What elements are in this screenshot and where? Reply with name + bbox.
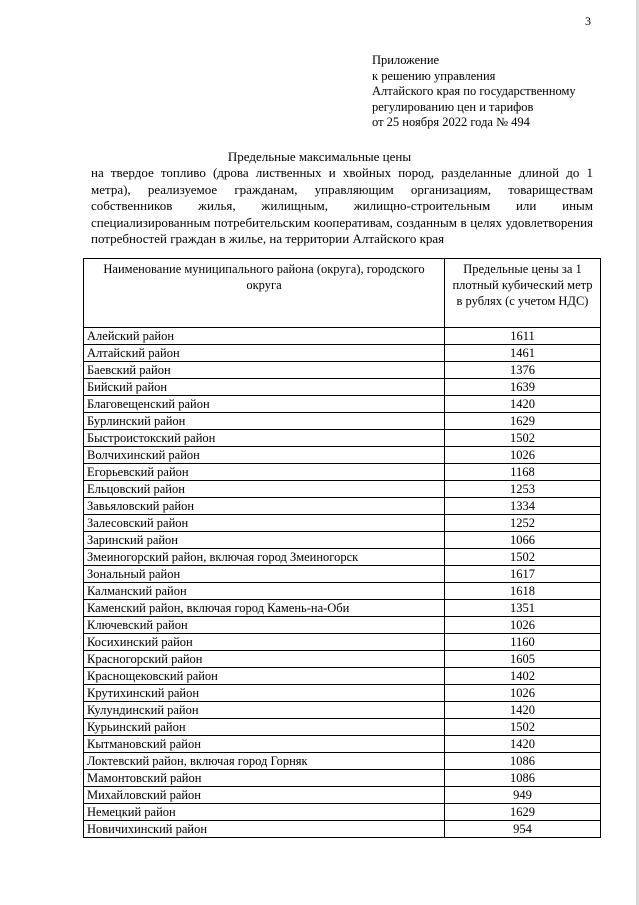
- table-row: [84, 464, 601, 481]
- price-cell: 1376: [445, 362, 601, 379]
- price-cell: 1026: [445, 447, 601, 464]
- district-name-cell: Красногорский район: [84, 651, 445, 668]
- district-name-cell: Локтевский район, включая город Горняк: [84, 753, 445, 770]
- table-row: [84, 515, 601, 532]
- appendix-line: регулированию цен и тарифов: [372, 99, 534, 114]
- table-row: [84, 481, 601, 498]
- column-header-district: Наименование муниципального района (округа), городского округа: [84, 259, 445, 328]
- price-cell: 954: [445, 821, 601, 838]
- table-header-row: [84, 259, 601, 328]
- price-cell: 1252: [445, 515, 601, 532]
- district-name-cell: Косихинский район: [84, 634, 445, 651]
- district-name-cell: Курьинский район: [84, 719, 445, 736]
- district-name-cell: Заринский район: [84, 532, 445, 549]
- price-cell: 949: [445, 787, 601, 804]
- district-name-cell: Краснощековский район: [84, 668, 445, 685]
- district-name-cell: Бурлинский район: [84, 413, 445, 430]
- table-row: [84, 583, 601, 600]
- price-cell: 1066: [445, 532, 601, 549]
- table-row: [84, 413, 601, 430]
- price-cell: 1629: [445, 804, 601, 821]
- district-name-cell: Ключевский район: [84, 617, 445, 634]
- district-name-cell: Баевский район: [84, 362, 445, 379]
- table-row: [84, 328, 601, 345]
- table-row: [84, 345, 601, 362]
- appendix-line: к решению управления: [372, 68, 496, 83]
- table-row: [84, 736, 601, 753]
- price-cell: 1086: [445, 770, 601, 787]
- district-name-cell: Егорьевский район: [84, 464, 445, 481]
- table-row: [84, 447, 601, 464]
- table-row: [84, 770, 601, 787]
- table-row: [84, 532, 601, 549]
- table-row: [84, 668, 601, 685]
- district-name-cell: Зональный район: [84, 566, 445, 583]
- table-row: [84, 430, 601, 447]
- district-name-cell: Волчихинский район: [84, 447, 445, 464]
- price-cell: 1639: [445, 379, 601, 396]
- table-row: [84, 549, 601, 566]
- table-row: [84, 566, 601, 583]
- district-name-cell: Немецкий район: [84, 804, 445, 821]
- price-cell: 1420: [445, 702, 601, 719]
- price-cell: 1605: [445, 651, 601, 668]
- district-name-cell: Новичихинский район: [84, 821, 445, 838]
- district-name-cell: Ельцовский район: [84, 481, 445, 498]
- price-cell: 1611: [445, 328, 601, 345]
- table-row: [84, 379, 601, 396]
- price-cell: 1026: [445, 685, 601, 702]
- table-row: [84, 821, 601, 838]
- price-cell: 1502: [445, 549, 601, 566]
- district-name-cell: Крутихинский район: [84, 685, 445, 702]
- price-cell: 1420: [445, 736, 601, 753]
- district-name-cell: Мамонтовский район: [84, 770, 445, 787]
- table-row: [84, 396, 601, 413]
- price-cell: 1160: [445, 634, 601, 651]
- table-body: [84, 328, 601, 838]
- table-row: [84, 498, 601, 515]
- table-row: [84, 787, 601, 804]
- district-name-cell: Быстроистокский район: [84, 430, 445, 447]
- price-cell: 1502: [445, 430, 601, 447]
- price-cell: 1168: [445, 464, 601, 481]
- appendix-line: от 25 ноября 2022 года № 494: [372, 115, 530, 129]
- price-cell: 1334: [445, 498, 601, 515]
- table-row: [84, 651, 601, 668]
- district-name-cell: Завьяловский район: [84, 498, 445, 515]
- document-title: Предельные максимальные цены: [227, 149, 412, 164]
- appendix-line: Алтайского края по государственному: [372, 84, 576, 98]
- table-row: [84, 600, 601, 617]
- table-row: [84, 702, 601, 719]
- district-name-cell: Змеиногорский район, включая город Змеиногорск: [84, 549, 445, 566]
- price-cell: 1629: [445, 413, 601, 430]
- district-name-cell: Кытмановский район: [84, 736, 445, 753]
- table-row: [84, 685, 601, 702]
- district-name-cell: Каменский район, включая город Камень-на-Оби: [84, 600, 445, 617]
- district-name-cell: Бийский район: [84, 379, 445, 396]
- price-cell: 1402: [445, 668, 601, 685]
- price-cell: 1617: [445, 566, 601, 583]
- price-cell: 1086: [445, 753, 601, 770]
- table-row: [84, 617, 601, 634]
- page-number: 3: [585, 14, 591, 28]
- price-cell: 1026: [445, 617, 601, 634]
- table-row: [84, 362, 601, 379]
- price-table: [83, 258, 601, 838]
- table-row: [84, 719, 601, 736]
- district-name-cell: Алтайский район: [84, 345, 445, 362]
- price-cell: 1351: [445, 600, 601, 617]
- district-name-cell: Кулундинский район: [84, 702, 445, 719]
- appendix-block: [372, 53, 622, 131]
- price-cell: 1618: [445, 583, 601, 600]
- price-cell: 1253: [445, 481, 601, 498]
- price-cell: 1502: [445, 719, 601, 736]
- table-row: [84, 634, 601, 651]
- document-subtitle: на твердое топливо (дрова лиственных и хвойных пород, разделанные длиной до 1 метра), реализуемое гражданам, управляющим организациям, товариществам собственников жилья, жилищным, жилищно-строительным или иным специализированным потребительским кооперативам, созданным в целях удовлетворения потребностей граждан в жилье, на территории Алтайского края: [91, 165, 593, 246]
- appendix-line: Приложение: [372, 53, 440, 67]
- column-header-price: Предельные цены за 1 плотный кубический метр в рублях (с учетом НДС): [445, 259, 601, 328]
- district-name-cell: Алейский район: [84, 328, 445, 345]
- table-row: [84, 753, 601, 770]
- district-name-cell: Калманский район: [84, 583, 445, 600]
- price-cell: 1461: [445, 345, 601, 362]
- district-name-cell: Благовещенский район: [84, 396, 445, 413]
- district-name-cell: Михайловский район: [84, 787, 445, 804]
- district-name-cell: Залесовский район: [84, 515, 445, 532]
- price-cell: 1420: [445, 396, 601, 413]
- table-row: [84, 804, 601, 821]
